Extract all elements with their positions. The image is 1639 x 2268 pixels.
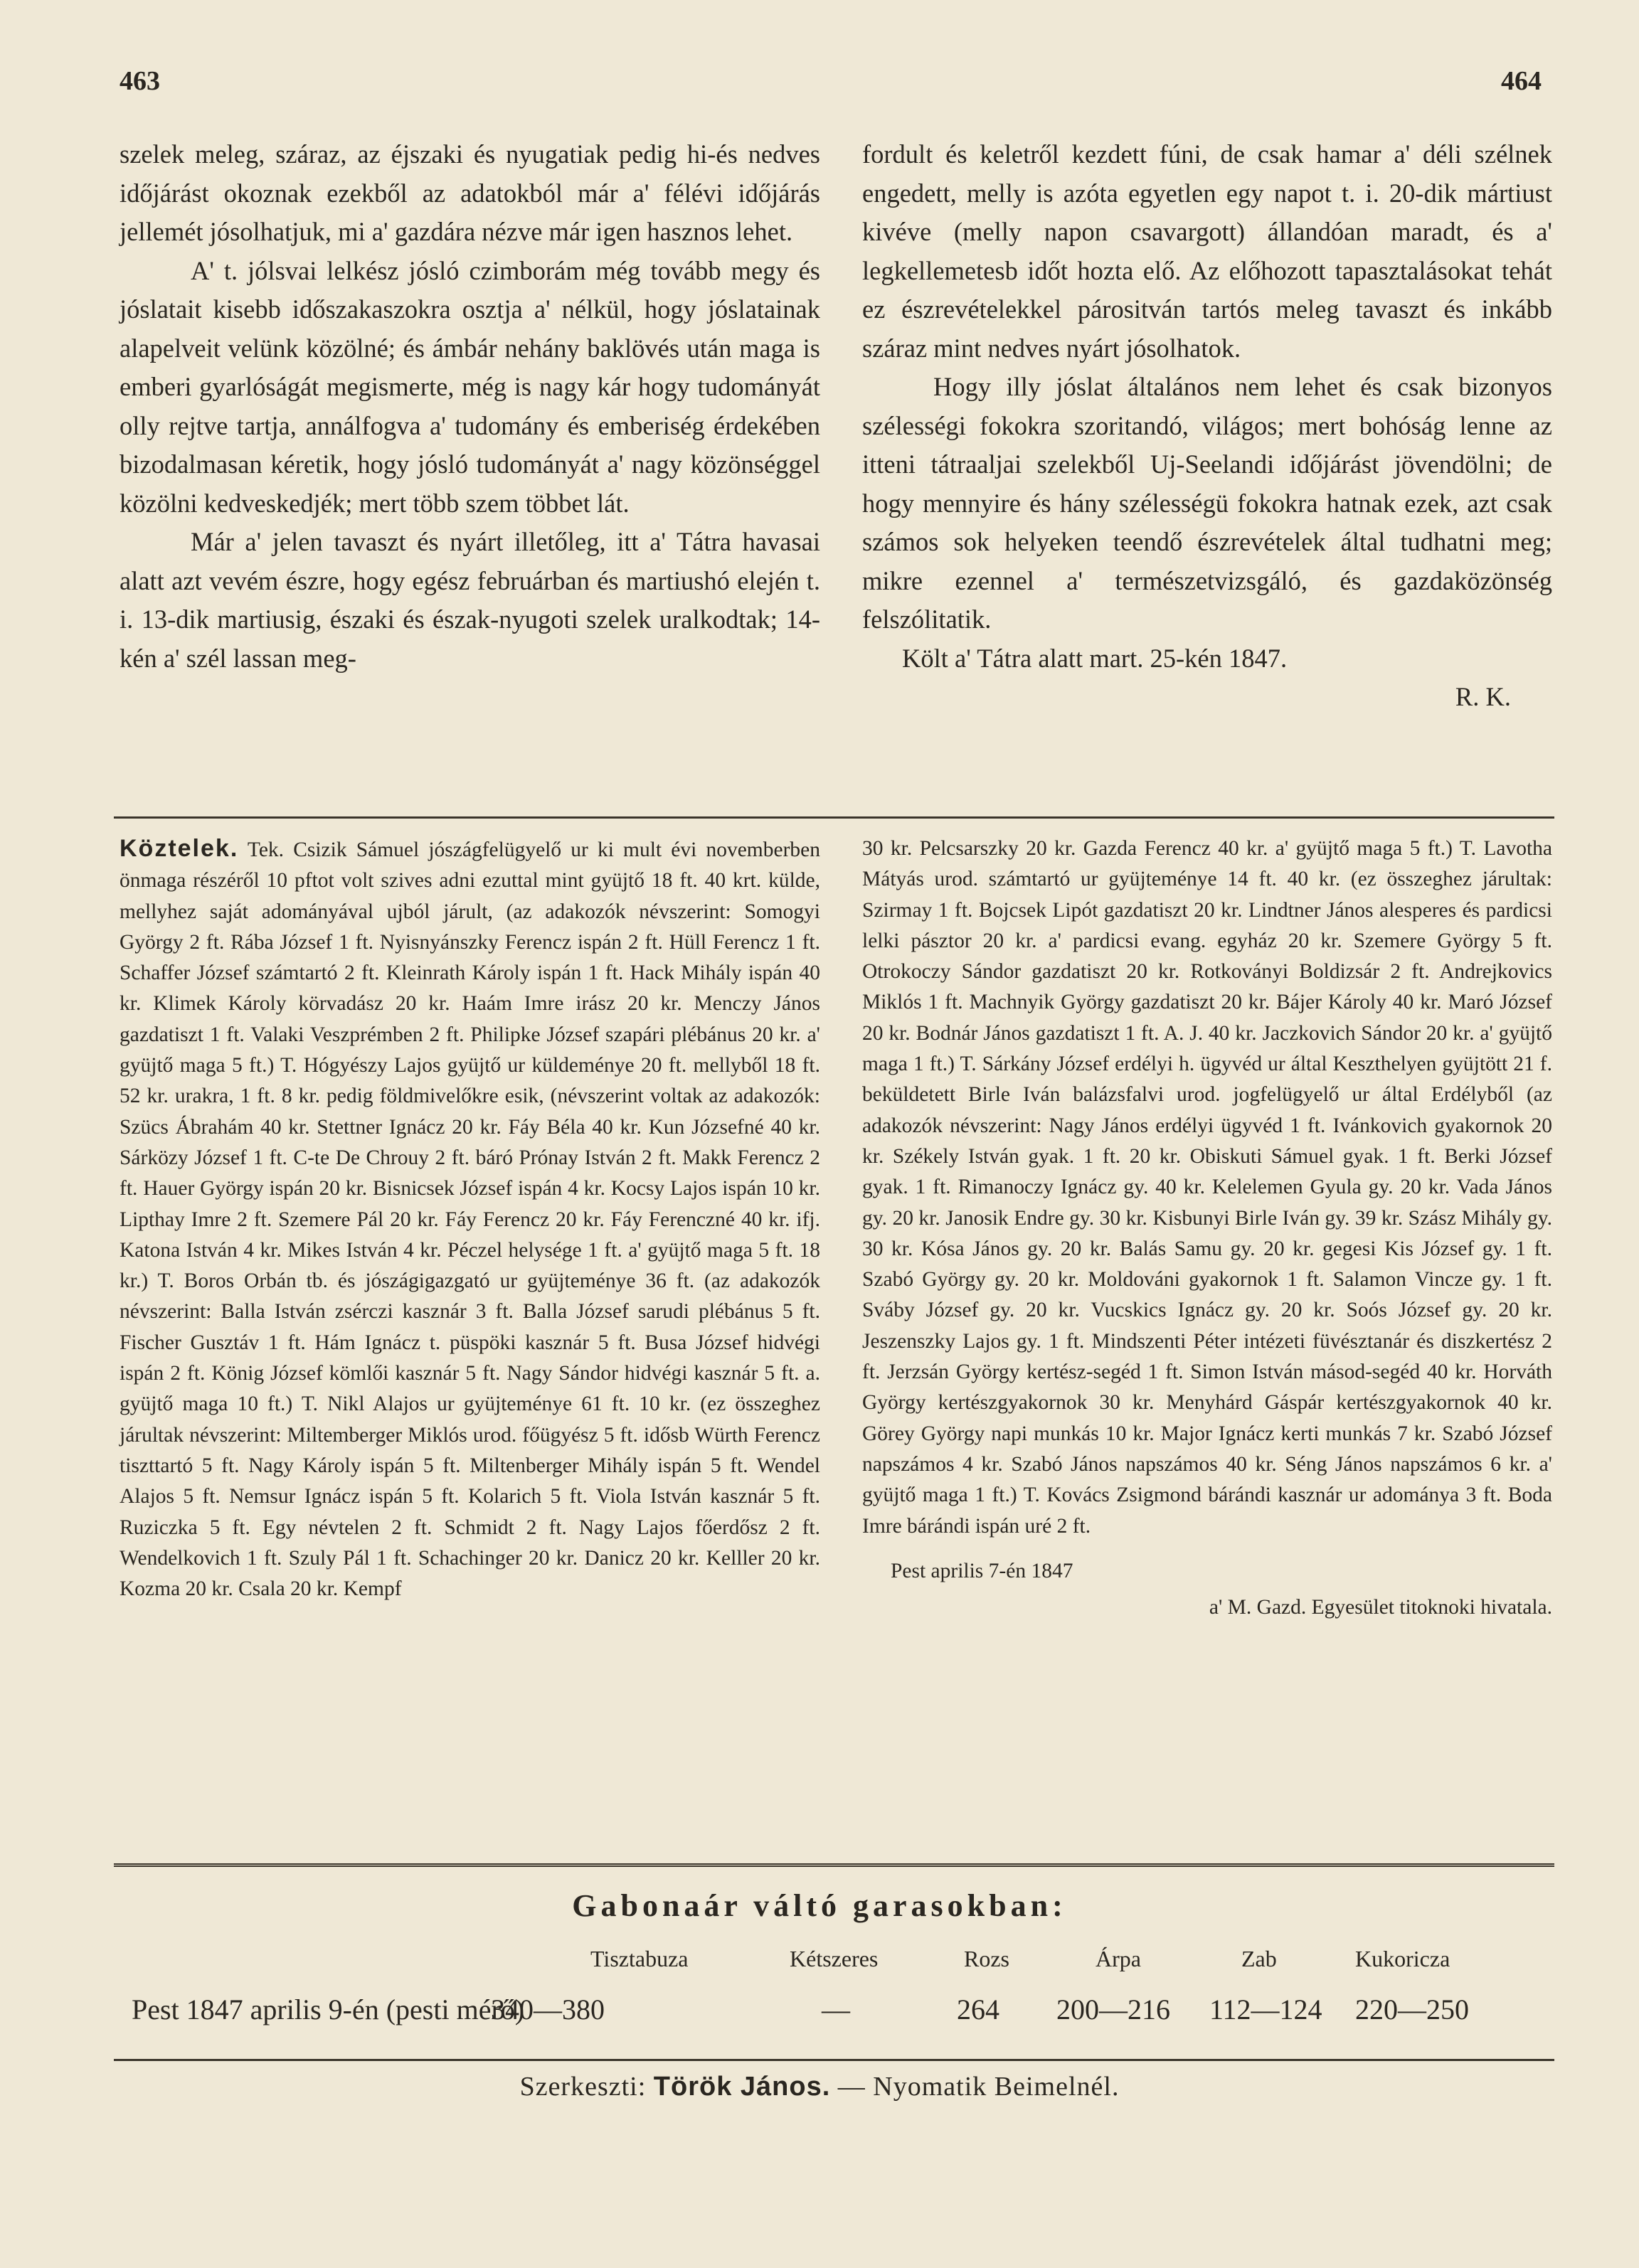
koztelek-body-left: Tek. Csizik Sámuel jószágfelügyelő ur ki mult évi novemberben önmaga részéről 10 pftot volt szives adni ezuttal mint gyüjtő 18 ft. 40 krt. külde, mellyhez saját adományával ujból járult, (az adakozók névszerint: Somogyi György 2 ft. Rába József 1 ft. Nyisnyánszky Ferencz ispán 2 ft. Hüll Ferencz 1 ft. Schaffer József számtartó 2 ft. Kleinrath Károly ispán 1 ft. Hack Mihály ispán 40 kr. Klimek Károly körvadász 20 kr. Haám Imre irász 20 kr. Menczy János gazdatiszt 1 ft. Valaki Veszprémben 2 ft. Philipke József szapári plébánus 20 kr. a' gyüjtő maga 5 ft.) T. Hógyészy Lajos gyüjtő ur küldeménye 20 ft. mellyből 18 ft. 52 kr. urakra, 1 ft. 8 kr. pedig földmivelőkre esik, (névszerint voltak az adakozók: Szücs Ábrahám 40 kr. Stettner Ignácz 20 kr. Fáy Béla 40 kr. Kun Józsefné 40 kr. Sárközy József 1 ft. C-te De Chrouy 2 ft. báró Prónay István 2 ft. Makk Ferencz 2 ft. Hauer György ispán 20 kr. Bisnicsek József ispán 4 kr. Kocsy Lajos ispán 10 kr. Lipthay Imre 2 ft. Szemere Pál 20 kr. Fáy Ferencz 20 kr. Fáy Ferenczné 40 kr. ifj. Katona István 4 kr. Mikes István 4 kr. Péczel helysége 1 ft. a' gyüjtő maga 5 ft. 18 kr.) T. Boros Orbán tb. és jószágigazgató ur gyüjteménye 36 ft. (az adakozók névszerint: Balla István zsérczi kasznár 3 ft. Balla József sarudi plébánus 5 ft. Fischer Gusztáv 1 ft. Hám Ignácz t. püspöki kasznár 5 ft. Busa József hidvégi ispán 2 ft. König József kömlői kasznár 5 ft. Nagy Sándor hidvégi kasznár 5 ft. a. gyüjtő maga 10 ft.) T. Nikl Alajos ur gyüjteménye 61 ft. 10 kr. (ez összeghez járultak névszerint: Miltemberger Miklós urod. főügyész 5 ft. idősb Würth Ferencz tiszttartó 5 ft. Nagy Károly ispán 5 ft. Miltenberger Mihály ispán 5 ft. Wendel Alajos 5 ft. Nemsur Ignácz ispán 5 ft. Kolarich 5 ft. Viola István kasznár 5 ft. Ruziczka 5 ft. Egy névtelen 2 ft. Schmidt 2 ft. Nagy Lajos főerdősz 2 ft. Wendelkovich 1 ft. Szuly Pál 1 ft. Schachinger 20 kr. Danicz 20 kr. Kelller 20 kr. Kozma 20 kr. Csala 20 kr. Kempf <box>120 838 820 1601</box>
price-value: 200—216 <box>1056 1993 1170 2025</box>
price-table-title: Gabonaár váltó garasokban: <box>572 1888 1067 1923</box>
price-value: 264 <box>957 1993 999 2025</box>
article-dateline: Költ a' Tátra alatt mart. 25-kén 1847. <box>902 643 1288 673</box>
price-value: 340—380 <box>491 1993 605 2025</box>
article-paragraph: Már a' jelen tavaszt és nyárt illetőleg, itt a' Tátra havasai alatt azt vevém észre, hogy egész februárban és martiushó elején t. i. 13-dik martiusig, északi és észak-nyugoti szelek uralkodtak; 14-kén a' szél lassan meg- <box>120 527 820 673</box>
article-paragraph: Hogy illy jóslat általános nem lehet és csak bizonyos szélességi fokokra szoritandó, világos; mert bohóság lenne az itteni tátraaljai szelekből Uj-Seelandi időjárást jövendölni; de hogy mennyire és hány szélességü fokokra hatnak ezek, azt csak számos sok helyeken teendő észrevételek által tudhatni meg; mikre ezennel a' természetvizsgáló, és gazdaközönség felszólitatik. <box>862 372 1552 634</box>
imprint-line <box>0 2071 1639 2102</box>
article-paragraph: A' t. jólsvai lelkész jósló czimborám még tovább megy és jóslatait kisebb időszakaszokra osztja a' nélkül, hogy jóslatainak alapelveit velünk közölné; és ámbár nehány baklövés után maga is emberi gyarlóságát megismerte, még is nagy kár hogy tudományát olly rejtve tartja, annálfogva a' tudomány és emberiség érdekében bizodalmasan kéretik, hogy jósló tudományát a' nagy közönséggel közölni kedveskedjék; mert több szem többet lát. <box>120 255 820 518</box>
price-header: Kukoricza <box>1355 1946 1450 1971</box>
article-paragraph: fordult és keletről kezdett fúni, de csak hamar a' déli szélnek engedett, melly is azóta egyetlen egy napot t. i. 20-dik mártiust kivéve (melly napon csavargott) állandóan maradt, és a' legkellemetesb időt hozta elő. Az előhozott tapasztalásokat tehát ez észrevételekkel párositván tartós meleg tavaszt és inkább száraz mint nedves nyárt jósolhatok. <box>862 139 1552 363</box>
price-value: 112—124 <box>1209 1993 1322 2025</box>
article-paragraph: szelek meleg, száraz, az éjszaki és nyugatiak pedig hi-és nedves időjárást okoznak ezekből az adatokból már a' félévi időjárás jellemét jósolhatjuk, mi a' gazdára nézve már igen hasznos lehet. <box>120 139 820 246</box>
price-header: Rozs <box>964 1946 1009 1971</box>
page-number-right: 464 <box>1501 66 1542 96</box>
price-header: Tisztabuza <box>590 1946 689 1971</box>
article-left-column <box>120 135 820 678</box>
koztelek-right-column <box>862 834 1552 1623</box>
imprint-divider <box>114 2059 1554 2061</box>
price-header: Zab <box>1241 1946 1277 1971</box>
price-value: — <box>822 1993 850 2025</box>
koztelek-left-column <box>120 834 820 1604</box>
editor-prefix: Szerkeszti: <box>519 2072 647 2102</box>
price-header: Kétszeres <box>790 1946 879 1971</box>
article-right-column <box>862 135 1552 717</box>
koztelek-heading: Köztelek. <box>120 835 239 862</box>
article-signature: R. K. <box>1455 682 1511 711</box>
koztelek-place-date: Pest aprilis 7-én 1847 <box>891 1559 1073 1582</box>
printer-text: — Nyomatik Beimelnél. <box>837 2072 1120 2102</box>
price-divider <box>114 1863 1554 1867</box>
price-header: Árpa <box>1096 1946 1141 1971</box>
koztelek-signature: a' M. Gazd. Egyesület titoknoki hivatala. <box>1209 1596 1552 1619</box>
price-value: 220—250 <box>1355 1993 1469 2025</box>
koztelek-text-left <box>120 834 820 1604</box>
editor-name: Török János. <box>653 2072 831 2102</box>
price-row-label: Pest 1847 aprilis 9-én (pesti mérő) <box>132 1993 525 2025</box>
koztelek-body-right: 30 kr. Pelcsarszky 20 kr. Gazda Ferencz 40 kr. a' gyüjtő maga 5 ft.) T. Lavotha Mátyás urod. számtartó ur gyüjteménye 14 ft. 40 kr. (ez összeghez járultak: Szirmay 1 ft. Bojcsek Lipót gazdatiszt 20 kr. Lindtner János alesperes és pardicsi lelki pásztor 20 kr. a' pardicsi evang. egyház 20 kr. Szemere György 5 ft. Otrokoczy Sándor gazdatiszt 20 kr. Rotkoványi Boldizsár 2 ft. Andrejkovics Miklós 1 ft. Machnyik György gazdatiszt 20 kr. Bájer Károly 40 kr. Maró József 20 kr. Bodnár János gazdatiszt 1 ft. A. J. 40 kr. Jaczkovich Sándor 20 kr. a' gyüjtő maga 1 ft.) T. Sárkány József erdélyi h. ügyvéd ur által Keszthelyen gyüjtött 21 f. beküldetett Birle Iván balázsfalvi urod. jogfelügyelő ur által Erdélyből (az adakozók névszerint: Nagy János erdélyi ügyvéd 1 ft. Ivánkovich gyakornok 20 kr. Székely István gyak. 1 ft. 20 kr. Obiskuti Sámuel gyak. 1 ft. Berki József gyak. 1 ft. Rimanoczy Ignácz gy. 40 kr. Kelelemen Gyula gy. 20 kr. Vada János gy. 20 kr. Janosik Endre gy. 30 kr. Kisbunyi Birle Iván gy. 39 kr. Szász Mihály gy. 30 kr. Kósa János gy. 20 kr. Balás Samu gy. 20 kr. gegesi Kis József gy. 1 ft. Szabó György gy. 20 kr. Moldováni gyakornok 1 ft. Salamon Vincze gy. 1 ft. Sváby József gy. 20 kr. Vucskics Ignácz gy. 20 kr. Soós József gy. 20 kr. Jeszenszky Lajos gy. 1 ft. Mindszenti Péter intézeti füvésztanár és diszkertész 2 ft. Jerzsán György kertész-segéd 1 ft. Simon István másod-segéd 40 kr. Horváth György kertészgyakornok 30 kr. Menyhárd Gáspár kertészgyakornok 40 kr. Görey György napi munkás 10 kr. Major Ignácz kerti munkás 7 kr. Szabó József napszámos 4 kr. Szabó János napszámos 40 kr. Séng János napszámos 6 kr. a' gyüjtő maga 1 ft.) T. Kovács Zsigmond bárándi kasznár ur adománya 3 ft. Boda Imre bárándi ispán uré 2 ft. <box>862 837 1552 1538</box>
section-divider <box>114 816 1554 819</box>
page-number-left: 463 <box>120 66 160 96</box>
